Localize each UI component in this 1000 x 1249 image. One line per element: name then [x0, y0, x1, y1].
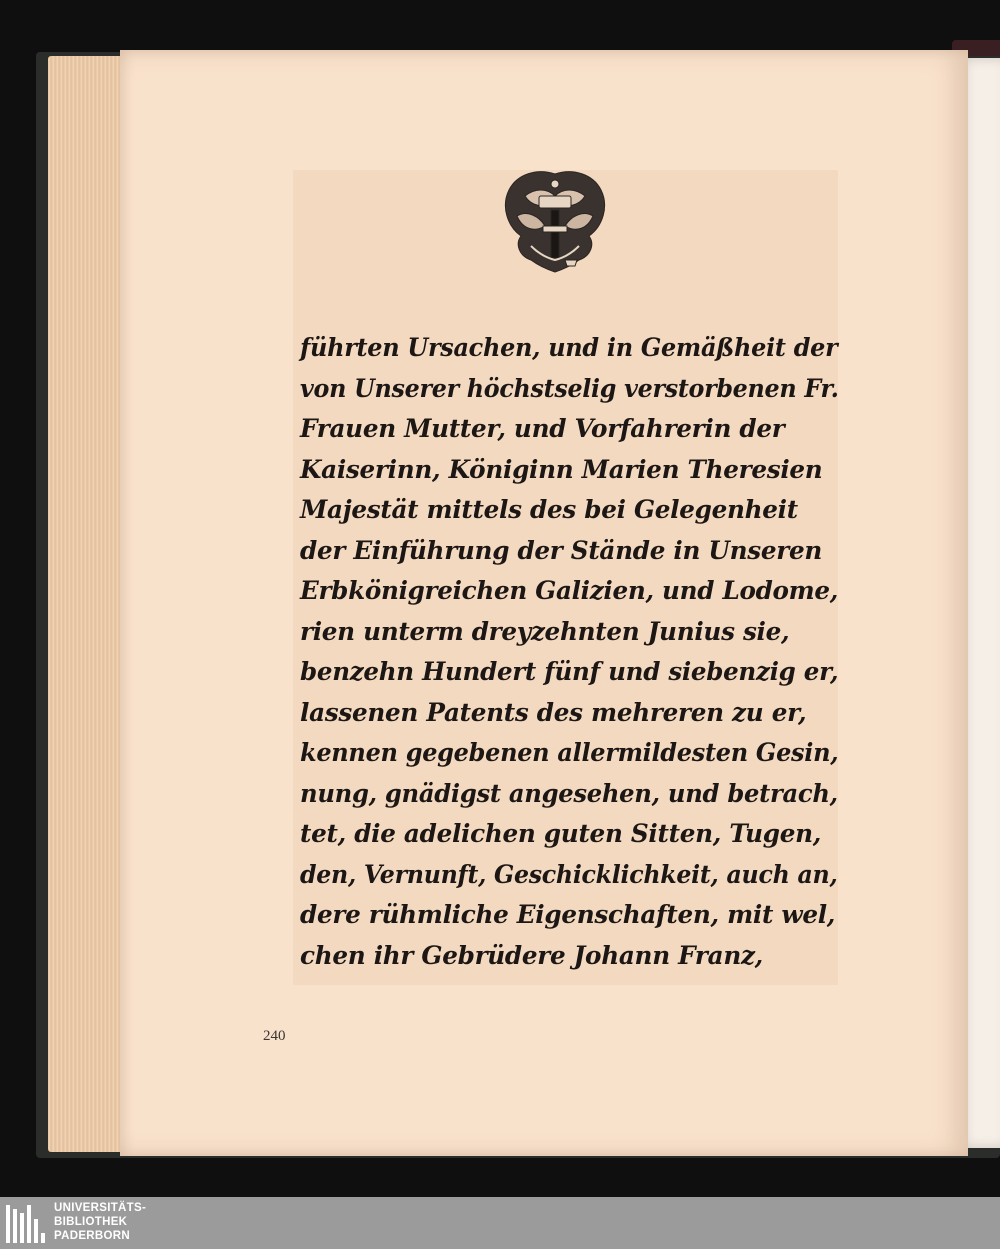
logo-line: UNIVERSITÄTS- [54, 1202, 147, 1214]
text-line: benzehn Hundert fünf und siebenzig er, [300, 657, 839, 686]
logo-line: BIBLIOTHEK [54, 1216, 128, 1228]
text-line: lassenen Patents des mehreren zu er, [300, 697, 807, 727]
library-logo-icon [6, 1203, 48, 1245]
text-line: tet, die adelichen guten Sitten, Tugen, [300, 819, 822, 848]
text-line: Majestät mittels des bei Gelegenheit [300, 495, 798, 524]
page-edges [48, 56, 128, 1152]
heraldic-emblem-icon [495, 166, 615, 276]
text-line: der Einführung der Stände in Unseren [300, 535, 823, 565]
library-footer [0, 1197, 1000, 1249]
text-line: Frauen Mutter, und Vorfahrerin der [300, 414, 785, 443]
text-line: Erbkönigreichen Galizien, und Lodome, [300, 576, 839, 605]
page-number: 240 [263, 1028, 286, 1044]
handwritten-text-block [300, 328, 845, 976]
text-line: kennen gegebenen allermildesten Gesin, [300, 738, 839, 767]
text-line: den, Vernunft, Geschicklichkeit, auch an, [300, 859, 838, 889]
text-line: Kaiserinn, Königinn Marien Theresien [300, 454, 823, 484]
logo-line: PADERBORN [54, 1230, 130, 1242]
text-line: rien unterm dreyzehnten Junius sie, [300, 616, 790, 646]
text-line: nung, gnädigst angesehen, und betrach, [300, 778, 838, 808]
text-line: von Unserer höchstselig verstorbenen Fr. [300, 373, 839, 403]
text-line: dere rühmliche Eigenschaften, mit wel, [300, 900, 836, 929]
library-logo-text[interactable] [54, 1201, 146, 1243]
text-line: chen ihr Gebrüdere Johann Franz, [300, 940, 763, 970]
text-line: führten Ursachen, und in Gemäßheit der [300, 333, 838, 362]
